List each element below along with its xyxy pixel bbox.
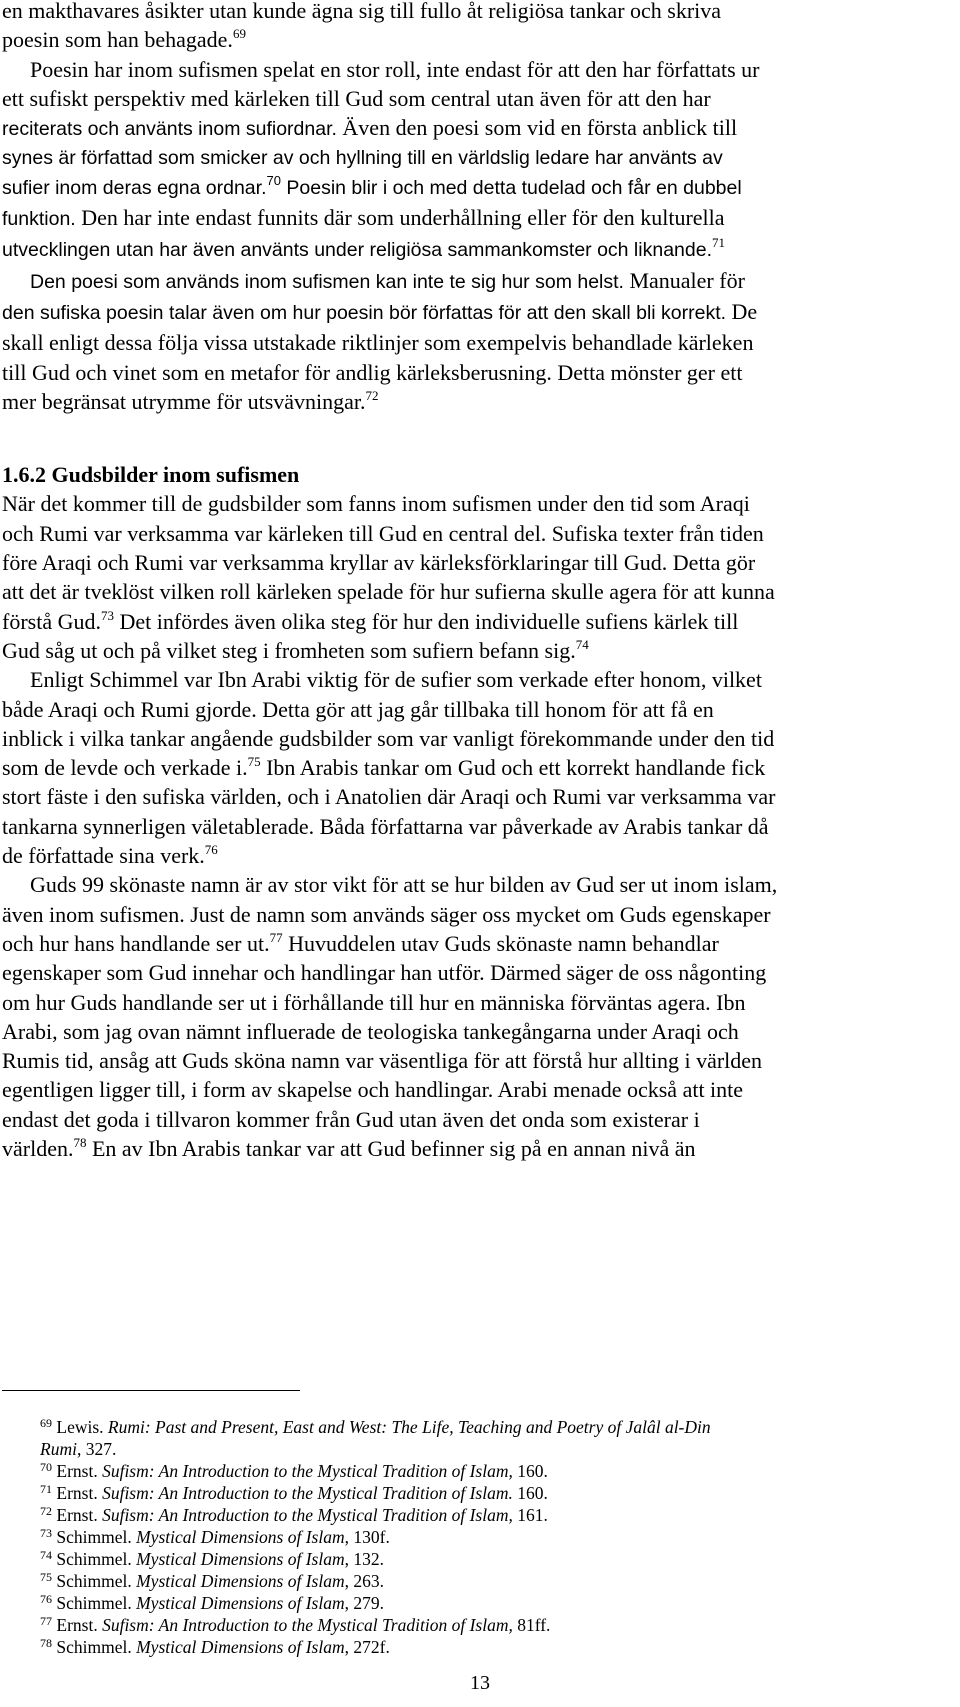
- footnote-author: Schimmel.: [56, 1637, 137, 1657]
- text-line: ett sufiskt perspektiv med kärleken till Gud som central utan även för att den har: [2, 85, 711, 111]
- footnote-title: Rumi: Past and Present, East and West: The Life, Teaching and Poetry of Jalâl al-Din: [107, 1417, 711, 1437]
- text-line: [2, 297, 938, 328]
- text-span: Även den poesi som vid en första anblick till: [336, 115, 738, 141]
- footnote-number: 74: [40, 1548, 52, 1562]
- text-span: den sufiska poesin talar även om hur poesin bör författas för att den skall bli korrekt.: [2, 301, 727, 324]
- text-line: När det kommer till de gudsbilder som fanns inom sufismen under den tid som Araqi: [2, 491, 750, 517]
- text-span: som de levde och verkade i.: [2, 755, 248, 781]
- text-line: stort fäste i den sufiska världen, och i Anatolien där Araqi och Rumi var verksamma var: [2, 784, 776, 810]
- text-line: [2, 25, 938, 54]
- text-line: även inom sufismen. Just de namn som används säger oss mycket om Guds egenskaper: [2, 901, 771, 927]
- text-span: poesin som han behagade.: [2, 27, 233, 53]
- footnote-title: Mystical Dimensions of Islam: [136, 1527, 345, 1547]
- footnote-ref: 70: [266, 172, 281, 188]
- text-line: tankarna synnerligen väletablerade. Båda författarna var påverkade av Arabis tankar då: [2, 813, 769, 839]
- footnote-title: Sufism: An Introduction to the Mystical Tradition of Islam,: [102, 1615, 513, 1635]
- text-span: Den poesi som används inom sufismen kan inte te sig hur som helst.: [30, 270, 624, 293]
- footnote-author: Ernst.: [56, 1505, 103, 1525]
- text-span: världen.: [2, 1135, 74, 1161]
- footnote-continuation: [2, 1438, 922, 1460]
- text-line: [2, 174, 938, 203]
- text-span: Poesin blir i och med detta tudelad och får en dubbel: [280, 176, 742, 199]
- footnote-page: , 279.: [344, 1593, 384, 1613]
- footnote-number: 78: [40, 1636, 52, 1650]
- footnote-page: 160.: [512, 1483, 548, 1503]
- footnote-ref: 78: [73, 1134, 87, 1150]
- footnote-number: 73: [40, 1526, 52, 1540]
- text-line: att det är tveklöst vilken roll kärleken spelade för hur sufierna skulle agera för att kunna: [2, 579, 775, 605]
- paragraph: [2, 870, 938, 1163]
- footnote-number: 70: [40, 1460, 52, 1474]
- text-line: [2, 266, 938, 297]
- text-line: och Rumi var verksamma var kärleken till Gud en central del. Sufiska texter från tiden: [2, 520, 764, 546]
- text-line: [2, 841, 938, 870]
- text-line: Enligt Schimmel var Ibn Arabi viktig för de sufier som verkade efter honom, vilket: [30, 667, 762, 693]
- text-line: egentligen ligger till, i form av skapelse och handlingar. Arabi menade också att inte: [2, 1077, 744, 1103]
- page-number: 13: [470, 1672, 490, 1694]
- footnote: [2, 1592, 922, 1614]
- footnote-page: 160.: [512, 1461, 548, 1481]
- text-line: före Araqi och Rumi var verksamma kryllar av kärleksförklaringar till Gud. Detta gör: [2, 550, 756, 576]
- footnote-title: Sufism: An Introduction to the Mystical Tradition of Islam.: [102, 1483, 513, 1503]
- body-text: [2, 0, 938, 1163]
- footnote-number: 72: [40, 1504, 52, 1518]
- text-line: [2, 387, 938, 416]
- footnote-author: Lewis.: [56, 1417, 108, 1437]
- text-span: Den har inte endast funnits där som underhållning eller för den kulturella: [75, 205, 725, 231]
- footnote-page: , 130f.: [344, 1527, 390, 1547]
- footnote-title: Rumi: [40, 1439, 77, 1459]
- footnote-author: Schimmel.: [56, 1549, 137, 1569]
- footnote-number: 69: [40, 1416, 52, 1430]
- footnote-ref: 72: [365, 387, 379, 403]
- section-heading: 1.6.2 Gudsbilder inom sufismen: [2, 462, 300, 488]
- text-span: Detta mönster ger ett: [551, 359, 743, 385]
- footnote: [2, 1570, 922, 1592]
- spacer: [2, 416, 938, 460]
- footnote-ref: 71: [712, 235, 725, 251]
- text-span: Manualer för: [623, 267, 745, 293]
- text-line: Poesin har inom sufismen spelat en stor roll, inte endast för att den har författats ur: [30, 56, 760, 82]
- text-span: de författade sina verk.: [2, 843, 205, 869]
- footnote: [2, 1416, 922, 1438]
- text-line: [2, 1134, 938, 1163]
- footnote: [2, 1526, 922, 1548]
- footnote: [2, 1460, 922, 1482]
- text-line: om hur Guds handlande ser ut i förhållande till hur en människa förväntas agera. Ibn: [2, 989, 746, 1015]
- footnote-ref: 74: [575, 636, 589, 652]
- footnote-author: Schimmel.: [56, 1527, 137, 1547]
- paragraph: [2, 0, 938, 55]
- footnote-author: Ernst.: [56, 1461, 103, 1481]
- text-line: Rumis tid, ansåg att Guds sköna namn var väsentliga för att förstå hur allting i världen: [2, 1048, 763, 1074]
- paragraph: [2, 665, 938, 870]
- footnote: [2, 1614, 922, 1636]
- footnote-author: Ernst.: [56, 1615, 103, 1635]
- text-span: Det infördes även olika steg för hur den individuelle sufiens kärlek till: [113, 608, 739, 634]
- text-span: En av Ibn Arabis tankar var att Gud befinner sig på en annan nivå än: [86, 1135, 696, 1161]
- footnote-page: , 272f.: [344, 1637, 390, 1657]
- footnote-title: Mystical Dimensions of Islam: [136, 1549, 345, 1569]
- text-span: förstå Gud.: [2, 608, 101, 634]
- footnote-number: 75: [40, 1570, 52, 1584]
- footnote-title: Mystical Dimensions of Islam: [136, 1593, 345, 1613]
- text-line: [2, 234, 938, 265]
- footnote-page: , 327.: [76, 1439, 117, 1459]
- text-span: utvecklingen utan har även använts under religiösa sammankomster och liknande.: [2, 239, 712, 262]
- text-span: och hur hans handlande ser ut.: [2, 930, 270, 956]
- footnote-page: 81ff.: [512, 1615, 551, 1635]
- text-span: till Gud och vinet som en metafor för andlig kärleksberusning.: [2, 359, 552, 385]
- text-span: sufier inom deras egna ordnar.: [2, 176, 267, 199]
- footnote: [2, 1504, 922, 1526]
- footnote-ref: 75: [247, 754, 261, 770]
- text-line: synes är författad som smicker av och hyllning till en världslig ledare har använts av: [2, 147, 723, 170]
- footnote-number: 71: [40, 1482, 52, 1496]
- text-line: [2, 113, 938, 144]
- text-span: De: [726, 298, 758, 324]
- text-span: mer begränsat utrymme för utsvävningar.: [2, 388, 366, 414]
- footnote-ref: 76: [204, 842, 218, 858]
- footnote: [2, 1482, 922, 1504]
- footnote-title: Sufism: An Introduction to the Mystical Tradition of Islam,: [102, 1461, 513, 1481]
- footnote: [2, 1548, 922, 1570]
- footnote-title: Mystical Dimensions of Islam: [136, 1637, 345, 1657]
- footnote-page: , 263.: [344, 1571, 384, 1591]
- footnote-ref: 73: [100, 607, 114, 623]
- paragraph: [2, 489, 938, 665]
- footnote-author: Schimmel.: [56, 1593, 137, 1613]
- text-line: endast det goda i tillvaron kommer från Gud utan även det onda som existerar i: [2, 1106, 700, 1132]
- text-line: [2, 636, 938, 665]
- text-line: [2, 358, 938, 387]
- text-line: [2, 929, 938, 958]
- footnote-number: 76: [40, 1592, 52, 1606]
- text-line: Arabi, som jag ovan nämnt influerade de teologiska tankegångarna under Araqi och: [2, 1018, 739, 1044]
- footnote-title: Sufism: An Introduction to the Mystical Tradition of Islam,: [102, 1505, 513, 1525]
- text-line: [2, 753, 938, 782]
- text-span: Huvuddelen utav Guds skönaste namn behandlar: [282, 930, 719, 956]
- footnote-title: Mystical Dimensions of Islam: [136, 1571, 345, 1591]
- text-line: [2, 607, 938, 636]
- text-span: Ibn Arabis tankar om Gud och ett korrekt handlande fick: [260, 755, 766, 781]
- footnote-page: , 132.: [344, 1549, 384, 1569]
- footnote-number: 77: [40, 1614, 52, 1628]
- text-span: reciterats och använts inom sufiordnar.: [2, 118, 337, 141]
- footnote-page: 161.: [512, 1505, 548, 1525]
- text-span: Gud såg ut och på vilket steg i fromheten som sufiern befann sig.: [2, 637, 576, 663]
- footnote-ref: 77: [269, 929, 283, 945]
- footnote-author: Ernst.: [56, 1483, 103, 1503]
- footnote: [2, 1636, 922, 1658]
- text-line: Guds 99 skönaste namn är av stor vikt för att se hur bilden av Gud ser ut inom islam,: [30, 872, 778, 898]
- paragraph: [2, 55, 938, 417]
- text-line: en makthavares åsikter utan kunde ägna sig till fullo åt religiösa tankar och skriva: [2, 0, 722, 23]
- text-line: [2, 203, 938, 234]
- footnote-ref: 69: [232, 26, 246, 42]
- text-line: egenskaper som Gud innehar och handlingar han utför. Därmed säger de oss någonting: [2, 960, 767, 986]
- text-line: både Araqi och Rumi gjorde. Detta gör att jag går tillbaka till honom för att få en: [2, 696, 714, 722]
- text-span: funktion.: [2, 208, 76, 231]
- footnote-author: Schimmel.: [56, 1571, 137, 1591]
- footnote-divider: [2, 1390, 300, 1391]
- footnotes: [2, 1416, 922, 1658]
- text-line: inblick i vilka tankar angående gudsbilder som var vanligt förekommande under den tid: [2, 725, 775, 751]
- text-line: skall enligt dessa följa vissa utstakade riktlinjer som exempelvis behandlade kärleken: [2, 330, 754, 356]
